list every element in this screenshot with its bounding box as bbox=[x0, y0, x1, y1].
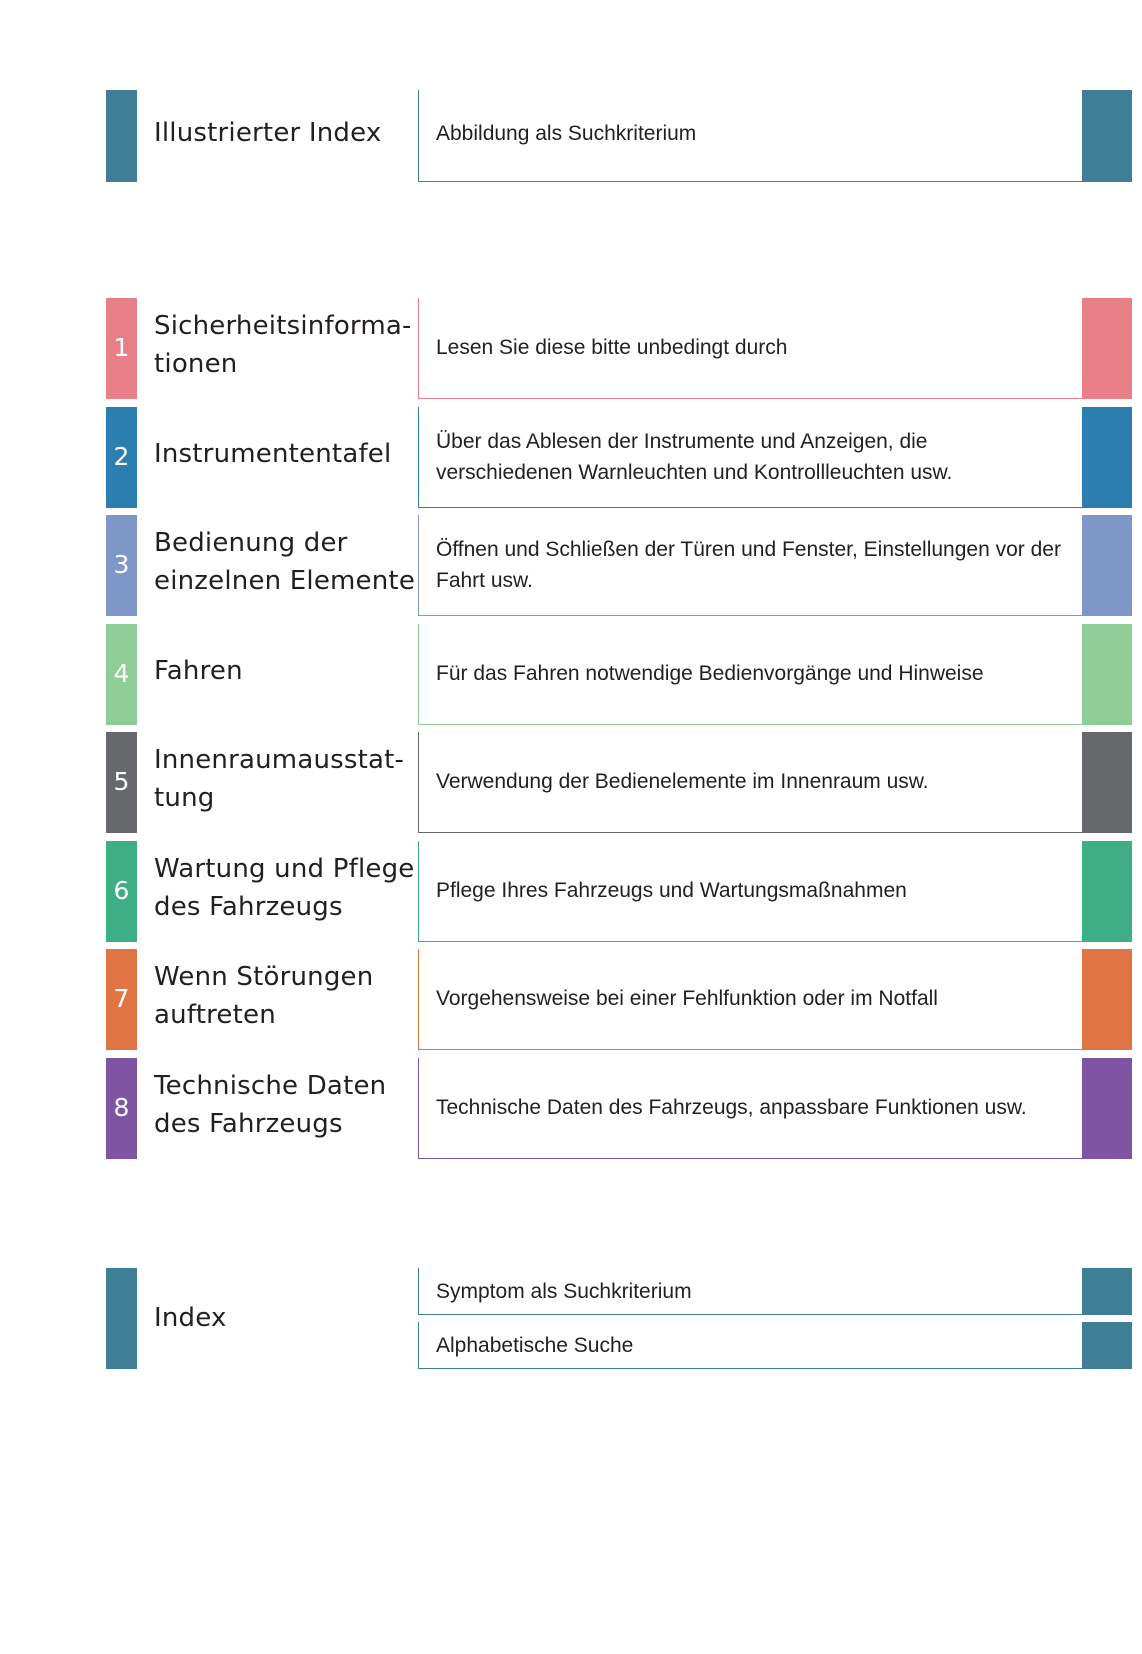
chapter-right-tab[interactable] bbox=[1082, 407, 1132, 508]
chapter-row-1[interactable] bbox=[0, 298, 1142, 399]
chapter-title-line: einzelnen Elemente bbox=[154, 566, 416, 596]
index-entry-label: Symptom als Suchkriterium bbox=[436, 1280, 692, 1303]
chapter-right-tab[interactable] bbox=[1082, 624, 1132, 725]
chapter-description bbox=[436, 983, 1076, 1014]
chapter-description bbox=[436, 766, 1076, 797]
chapter-title bbox=[154, 524, 415, 600]
chapter-row-3[interactable] bbox=[0, 515, 1142, 616]
chapter-description bbox=[436, 658, 1076, 689]
chapter-row-7[interactable] bbox=[0, 949, 1142, 1050]
chapter-row-5[interactable] bbox=[0, 732, 1142, 833]
chapter-right-tab[interactable] bbox=[1082, 732, 1132, 833]
chapter-number: 7 bbox=[113, 983, 130, 1013]
index-left-tab bbox=[106, 1268, 137, 1369]
chapter-title bbox=[154, 741, 404, 817]
chapter-description-box[interactable] bbox=[418, 1058, 1082, 1159]
chapter-right-tab[interactable] bbox=[1082, 298, 1132, 399]
chapter-description-line: verschiedenen Warnleuchten und Kontrollleuchten usw. bbox=[436, 461, 953, 484]
index-entry-alphabetical-tab[interactable] bbox=[1082, 1322, 1132, 1369]
chapter-title bbox=[154, 307, 412, 383]
index-entry-label: Alphabetische Suche bbox=[436, 1334, 634, 1357]
chapter-title bbox=[154, 850, 414, 926]
chapter-description-line: Öffnen und Schließen der Türen und Fenster, Einstellungen vor der bbox=[436, 538, 1061, 561]
chapter-description-line: Technische Daten des Fahrzeugs, anpassbare Funktionen usw. bbox=[436, 1096, 1027, 1119]
chapter-title-line: tung bbox=[154, 783, 215, 813]
illustrated-index-left-tab bbox=[106, 90, 137, 182]
chapter-description-line: Über das Ablesen der Instrumente und Anzeigen, die bbox=[436, 430, 928, 453]
chapter-description-box[interactable] bbox=[418, 515, 1082, 616]
illustrated-index-box[interactable] bbox=[418, 90, 1082, 182]
chapter-row-4[interactable] bbox=[0, 624, 1142, 725]
chapter-title-line: Wenn Störungen bbox=[154, 962, 374, 992]
chapter-description bbox=[436, 1092, 1076, 1123]
chapter-description-line: Fahrt usw. bbox=[436, 569, 533, 592]
chapter-description-box[interactable] bbox=[418, 841, 1082, 942]
illustrated-index-title: Illustrierter Index bbox=[154, 118, 382, 148]
chapter-description-line: Vorgehensweise bei einer Fehlfunktion oder im Notfall bbox=[436, 987, 938, 1010]
chapter-title-line: Wartung und Pflege bbox=[154, 854, 415, 884]
index-title: Index bbox=[154, 1303, 227, 1333]
index-entry-symptom[interactable] bbox=[418, 1268, 1082, 1315]
chapter-description-line: Pflege Ihres Fahrzeugs und Wartungsmaßnahmen bbox=[436, 879, 907, 902]
chapter-title-line: des Fahrzeugs bbox=[154, 1109, 343, 1139]
index-entry-alphabetical[interactable] bbox=[418, 1322, 1082, 1369]
chapter-description-box[interactable] bbox=[418, 298, 1082, 399]
chapter-title-line: Technische Daten bbox=[154, 1071, 387, 1101]
chapter-title-line: Instrumententafel bbox=[154, 439, 392, 469]
chapter-row-8[interactable] bbox=[0, 1058, 1142, 1159]
chapter-number: 5 bbox=[113, 766, 130, 796]
chapter-title bbox=[154, 1067, 386, 1143]
chapter-title-line: Bedienung der bbox=[154, 528, 348, 558]
index-entry-symptom-tab[interactable] bbox=[1082, 1268, 1132, 1315]
chapter-number: 1 bbox=[113, 332, 130, 362]
chapter-description-box[interactable] bbox=[418, 624, 1082, 725]
chapter-description-box[interactable] bbox=[418, 407, 1082, 508]
chapter-title-line: Sicherheitsinforma- bbox=[154, 311, 412, 341]
chapter-description-line: Verwendung der Bedienelemente im Innenraum usw. bbox=[436, 770, 929, 793]
chapter-description-box[interactable] bbox=[418, 949, 1082, 1050]
chapter-title bbox=[154, 435, 391, 473]
chapter-row-6[interactable] bbox=[0, 841, 1142, 942]
chapter-title bbox=[154, 958, 373, 1034]
chapter-description bbox=[436, 426, 1076, 488]
chapter-title-line: Innenraumausstat- bbox=[154, 745, 405, 775]
chapter-number: 4 bbox=[113, 658, 130, 688]
illustrated-index-right-tab[interactable] bbox=[1082, 90, 1132, 182]
illustrated-index-description: Abbildung als Suchkriterium bbox=[436, 122, 697, 145]
chapter-number: 6 bbox=[113, 875, 130, 905]
chapter-title-line: Fahren bbox=[154, 656, 243, 686]
chapter-number: 2 bbox=[113, 441, 130, 471]
chapter-description bbox=[436, 875, 1076, 906]
chapter-title bbox=[154, 652, 243, 690]
chapter-description bbox=[436, 332, 1076, 363]
chapter-description bbox=[436, 534, 1076, 596]
chapter-right-tab[interactable] bbox=[1082, 949, 1132, 1050]
chapter-right-tab[interactable] bbox=[1082, 515, 1132, 616]
chapter-row-2[interactable] bbox=[0, 407, 1142, 508]
chapter-description-box[interactable] bbox=[418, 732, 1082, 833]
chapter-title-line: tionen bbox=[154, 349, 238, 379]
chapter-number: 3 bbox=[113, 549, 130, 579]
chapter-title-line: des Fahrzeugs bbox=[154, 892, 343, 922]
chapter-description-line: Für das Fahren notwendige Bedienvorgänge und Hinweise bbox=[436, 662, 984, 685]
index-row bbox=[0, 1268, 1142, 1369]
chapter-number: 8 bbox=[113, 1092, 130, 1122]
chapter-right-tab[interactable] bbox=[1082, 1058, 1132, 1159]
illustrated-index-row[interactable] bbox=[0, 90, 1142, 182]
chapter-right-tab[interactable] bbox=[1082, 841, 1132, 942]
chapter-description-line: Lesen Sie diese bitte unbedingt durch bbox=[436, 336, 788, 359]
chapter-title-line: auftreten bbox=[154, 1000, 276, 1030]
